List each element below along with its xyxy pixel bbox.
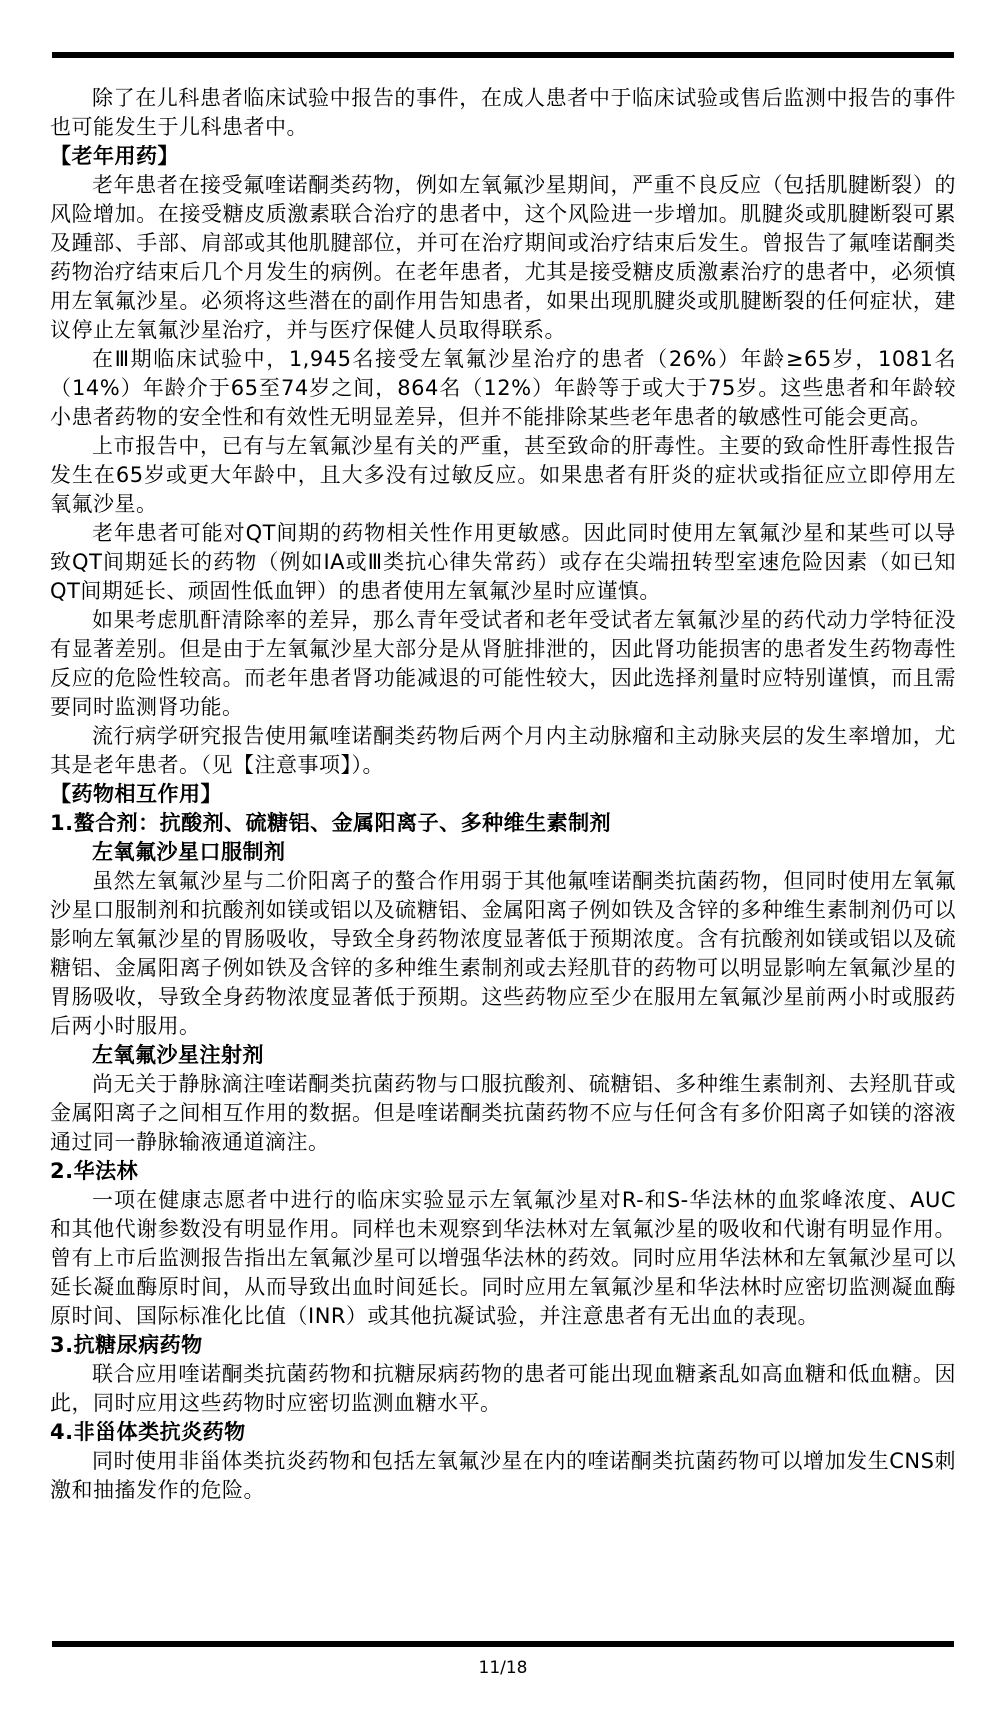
paragraph: 在Ⅲ期临床试验中，1,945名接受左氧氟沙星治疗的患者（26%）年龄≥65岁，1081名（14%）年龄介于65至74岁之间，864名（12%）年龄等于或大于75岁。这些患者和年龄较小患者药物的安全性和有效性无明显差异，但并不能排除某些老年患者的敏感性可能会更高。 (50, 347, 956, 429)
heading: 左氧氟沙星口服制剂 (92, 840, 286, 864)
heading: 【药物相互作用】 (50, 782, 222, 806)
paragraph: 联合应用喹诺酮类抗菌药物和抗糖尿病药物的患者可能出现血糖紊乱如高血糖和低血糖。因此，同时应用这些药物时应密切监测血糖水平。 (50, 1362, 956, 1415)
paragraph: 老年患者可能对QT间期的药物相关性作用更敏感。因此同时使用左氧氟沙星和某些可以导致QT间期延长的药物（例如IA或Ⅲ类抗心律失常药）或存在尖端扭转型室速危险因素（如已知QT间期延长、顽固性低血钾）的患者使用左氧氟沙星时应谨慎。 (50, 521, 956, 603)
heading: 【老年用药】 (50, 144, 179, 168)
heading: 左氧氟沙星注射剂 (92, 1043, 264, 1067)
page-number: 11/18 (478, 1658, 528, 1678)
paragraph: 尚无关于静脉滴注喹诺酮类抗菌药物与口服抗酸剂、硫糖铝、多种维生素制剂、去羟肌苷或金属阳离子之间相互作用的数据。但是喹诺酮类抗菌药物不应与任何含有多价阳离子如镁的溶液通过同一静脉输液通道滴注。 (50, 1072, 956, 1154)
bottom-rule (52, 1641, 954, 1647)
paragraph: 同时使用非甾体类抗炎药物和包括左氧氟沙星在内的喹诺酮类抗菌药物可以增加发生CNS刺激和抽搐发作的危险。 (50, 1449, 956, 1502)
paragraph: 一项在健康志愿者中进行的临床实验显示左氧氟沙星对R-和S-华法林的血浆峰浓度、AUC和其他代谢参数没有明显作用。同样也未观察到华法林对左氧氟沙星的吸收和代谢有明显作用。曾有上市后监测报告指出左氧氟沙星可以增强华法林的药效。同时应用华法林和左氧氟沙星可以延长凝血酶原时间，从而导致出血时间延长。同时应用左氧氟沙星和华法林时应密切监测凝血酶原时间、国际标准化比值（INR）或其他抗凝试验，并注意患者有无出血的表现。 (50, 1188, 956, 1328)
heading: 4.非甾体类抗炎药物 (50, 1420, 246, 1444)
paragraph: 如果考虑肌酐清除率的差异，那么青年受试者和老年受试者左氧氟沙星的药代动力学特征没有显著差别。但是由于左氧氟沙星大部分是从肾脏排泄的，因此肾功能损害的患者发生药物毒性反应的危险性较高。而老年患者肾功能减退的可能性较大，因此选择剂量时应特别谨慎，而且需要同时监测肾功能。 (50, 608, 956, 719)
document-blocks (50, 84, 956, 1505)
paragraph: 除了在儿科患者临床试验中报告的事件，在成人患者中于临床试验或售后监测中报告的事件也可能发生于儿科患者中。 (50, 86, 956, 139)
paragraph: 流行病学研究报告使用氟喹诺酮类药物后两个月内主动脉瘤和主动脉夹层的发生率增加，尤其是老年患者。（见【注意事项】）。 (50, 724, 956, 777)
heading: 1.螯合剂：抗酸剂、硫糖铝、金属阳离子、多种维生素制剂 (50, 811, 612, 835)
top-rule (52, 52, 954, 58)
heading: 2.华法林 (50, 1159, 139, 1183)
paragraph: 虽然左氧氟沙星与二价阳离子的螯合作用弱于其他氟喹诺酮类抗菌药物，但同时使用左氧氟沙星口服制剂和抗酸剂如镁或铝以及硫糖铝、金属阳离子例如铁及含锌的多种维生素制剂仍可以影响左氧氟沙星的胃肠吸收，导致全身药物浓度显著低于预期浓度。含有抗酸剂如镁或铝以及硫糖铝、金属阳离子例如铁及含锌的多种维生素制剂或去羟肌苷的药物可以明显影响左氧氟沙星的胃肠吸收，导致全身药物浓度显著低于预期。这些药物应至少在服用左氧氟沙星前两小时或服药后两小时服用。 (50, 869, 956, 1038)
heading: 3.抗糖尿病药物 (50, 1333, 203, 1357)
paragraph: 老年患者在接受氟喹诺酮类药物，例如左氧氟沙星期间，严重不良反应（包括肌腱断裂）的风险增加。在接受糖皮质激素联合治疗的患者中，这个风险进一步增加。肌腱炎或肌腱断裂可累及踵部、手部、肩部或其他肌腱部位，并可在治疗期间或治疗结束后发生。曾报告了氟喹诺酮类药物治疗结束后几个月发生的病例。在老年患者，尤其是接受糖皮质激素治疗的患者中，必须慎用左氧氟沙星。必须将这些潜在的副作用告知患者，如果出现肌腱炎或肌腱断裂的任何症状，建议停止左氧氟沙星治疗，并与医疗保健人员取得联系。 (50, 173, 956, 342)
paragraph: 上市报告中，已有与左氧氟沙星有关的严重，甚至致命的肝毒性。主要的致命性肝毒性报告发生在65岁或更大年龄中，且大多没有过敏反应。如果患者有肝炎的症状或指征应立即停用左氧氟沙星。 (50, 434, 956, 516)
